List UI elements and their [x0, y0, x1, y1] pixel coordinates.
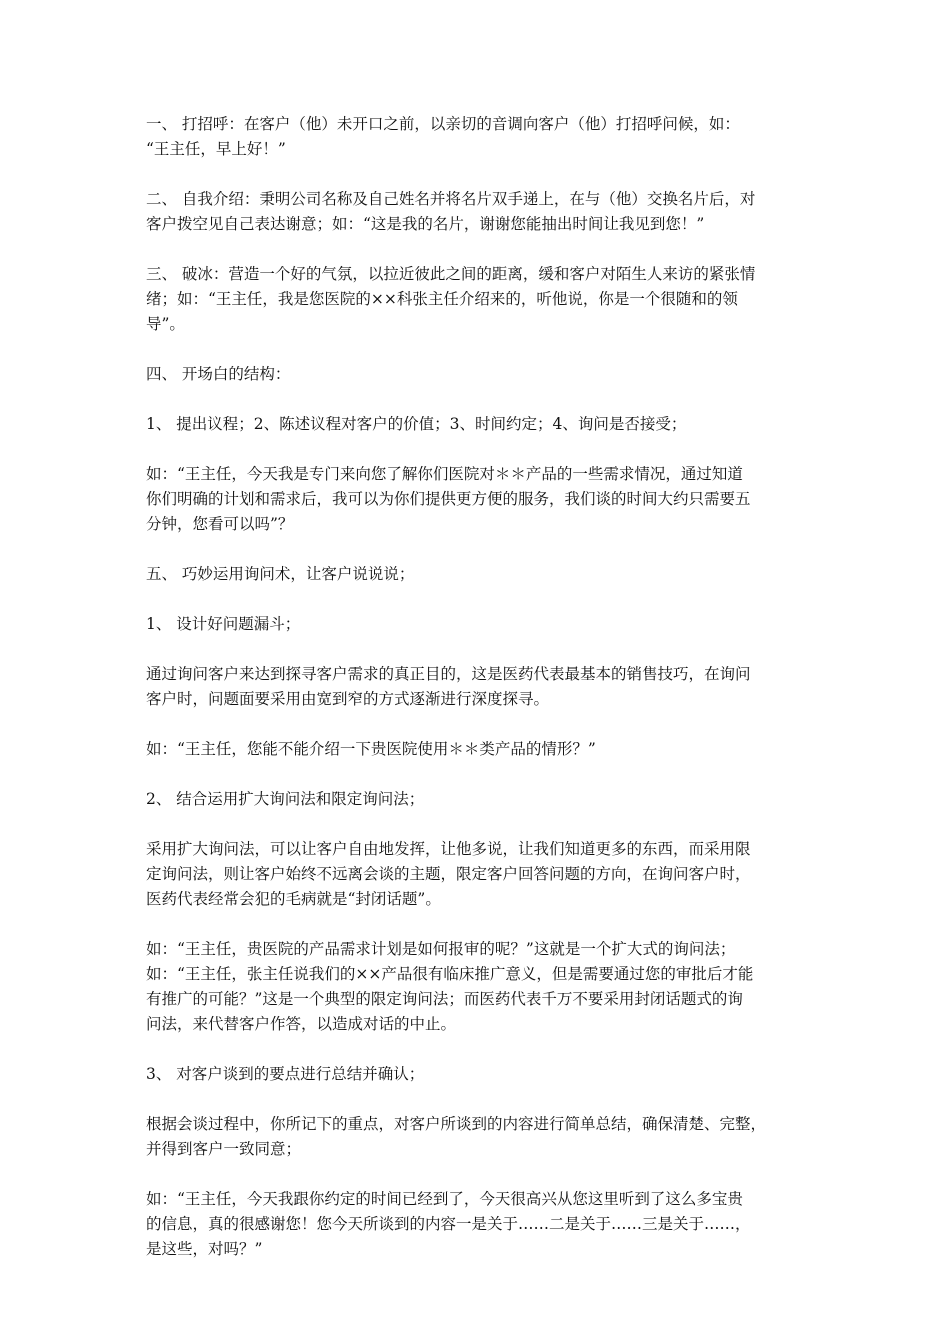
text-line: 客户拨空见自己表达谢意；如：“这是我的名片，谢谢您能抽出时间让我见到您！” — [146, 215, 705, 233]
paragraph — [146, 1062, 808, 1087]
text-line: 一、 打招呼：在客户（他）未开口之前，以亲切的音调向客户（他）打招呼问候，如： — [146, 115, 740, 133]
text-line: 2、 结合运用扩大询问法和限定询问法； — [146, 790, 425, 808]
paragraph — [146, 737, 808, 762]
text-line: 三、 破冰：营造一个好的气氛，以拉近彼此之间的距离，缓和客户对陌生人来访的紧张情 — [146, 265, 756, 283]
paragraph — [146, 362, 808, 387]
text-line: 3、 对客户谈到的要点进行总结并确认； — [146, 1065, 425, 1083]
paragraph — [146, 187, 808, 237]
text-line: 有推广的可能？”这是一个典型的限定询问法；而医药代表千万不要采用封闭话题式的询 — [146, 990, 743, 1008]
text-line: 定询问法，则让客户始终不远离会谈的主题，限定客户回答问题的方向，在询问客户时， — [146, 865, 751, 883]
text-line: 根据会谈过程中，你所记下的重点，对客户所谈到的内容进行简单总结，确保清楚、完整， — [146, 1115, 767, 1133]
paragraph — [146, 562, 808, 587]
text-line: 如：“王主任，您能不能介绍一下贵医院使用＊＊类产品的情形？” — [146, 740, 596, 758]
paragraph — [146, 662, 808, 712]
text-line: 四、 开场白的结构： — [146, 365, 291, 383]
text-line: 你们明确的计划和需求后，我可以为你们提供更方便的服务，我们谈的时间大约只需要五 — [146, 490, 751, 508]
paragraph — [146, 1112, 808, 1162]
text-line: 绪；如：“王主任，我是您医院的××科张主任介绍来的，听他说，你是一个很随和的领 — [146, 290, 738, 308]
text-line: 五、 巧妙运用询问术，让客户说说说； — [146, 565, 415, 583]
text-line: 如：“王主任，张主任说我们的××产品很有临床推广意义，但是需要通过您的审批后才能 — [146, 965, 754, 983]
paragraph — [146, 262, 808, 337]
text-line: 如：“王主任，今天我是专门来向您了解你们医院对＊＊产品的一些需求情况，通过知道 — [146, 465, 743, 483]
text-line: 是这些，对吗？” — [146, 1240, 263, 1258]
text-line: 的信息，真的很感谢您！您今天所谈到的内容一是关于……二是关于……三是关于……， — [146, 1215, 751, 1233]
text-line: 导”。 — [146, 315, 185, 333]
text-line: 如：“王主任，贵医院的产品需求计划是如何报审的呢？”这就是一个扩大式的询问法； — [146, 940, 736, 958]
paragraph — [146, 612, 808, 637]
text-line: 客户时，问题面要采用由宽到窄的方式逐渐进行深度探寻。 — [146, 690, 550, 708]
text-line: 分钟，您看可以吗”？ — [146, 515, 294, 533]
text-line: 通过询问客户来达到探寻客户需求的真正目的，这是医药代表最基本的销售技巧，在询问 — [146, 665, 751, 683]
paragraph — [146, 937, 808, 1037]
document-body — [146, 112, 808, 1287]
text-line: 如：“王主任，今天我跟你约定的时间已经到了，今天很高兴从您这里听到了这么多宝贵 — [146, 1190, 743, 1208]
text-line: 1、 提出议程；2、陈述议程对客户的价值；3、时间约定；4、询问是否接受； — [146, 415, 687, 433]
paragraph — [146, 787, 808, 812]
text-line: 二、 自我介绍：秉明公司名称及自己姓名并将名片双手递上，在与（他）交换名片后，对 — [146, 190, 756, 208]
text-line: 并得到客户一致同意； — [146, 1140, 302, 1158]
text-line: 1、 设计好问题漏斗； — [146, 615, 301, 633]
paragraph — [146, 412, 808, 437]
text-line: 问法，来代替客户作答，以造成对话的中止。 — [146, 1015, 457, 1033]
paragraph — [146, 462, 808, 537]
text-line: 医药代表经常会犯的毛病就是“封闭话题”。 — [146, 890, 441, 908]
text-line: 采用扩大询问法，可以让客户自由地发挥，让他多说，让我们知道更多的东西，而采用限 — [146, 840, 751, 858]
text-line: “王主任，早上好！” — [146, 140, 286, 158]
paragraph — [146, 1187, 808, 1262]
paragraph — [146, 837, 808, 912]
paragraph — [146, 112, 808, 162]
